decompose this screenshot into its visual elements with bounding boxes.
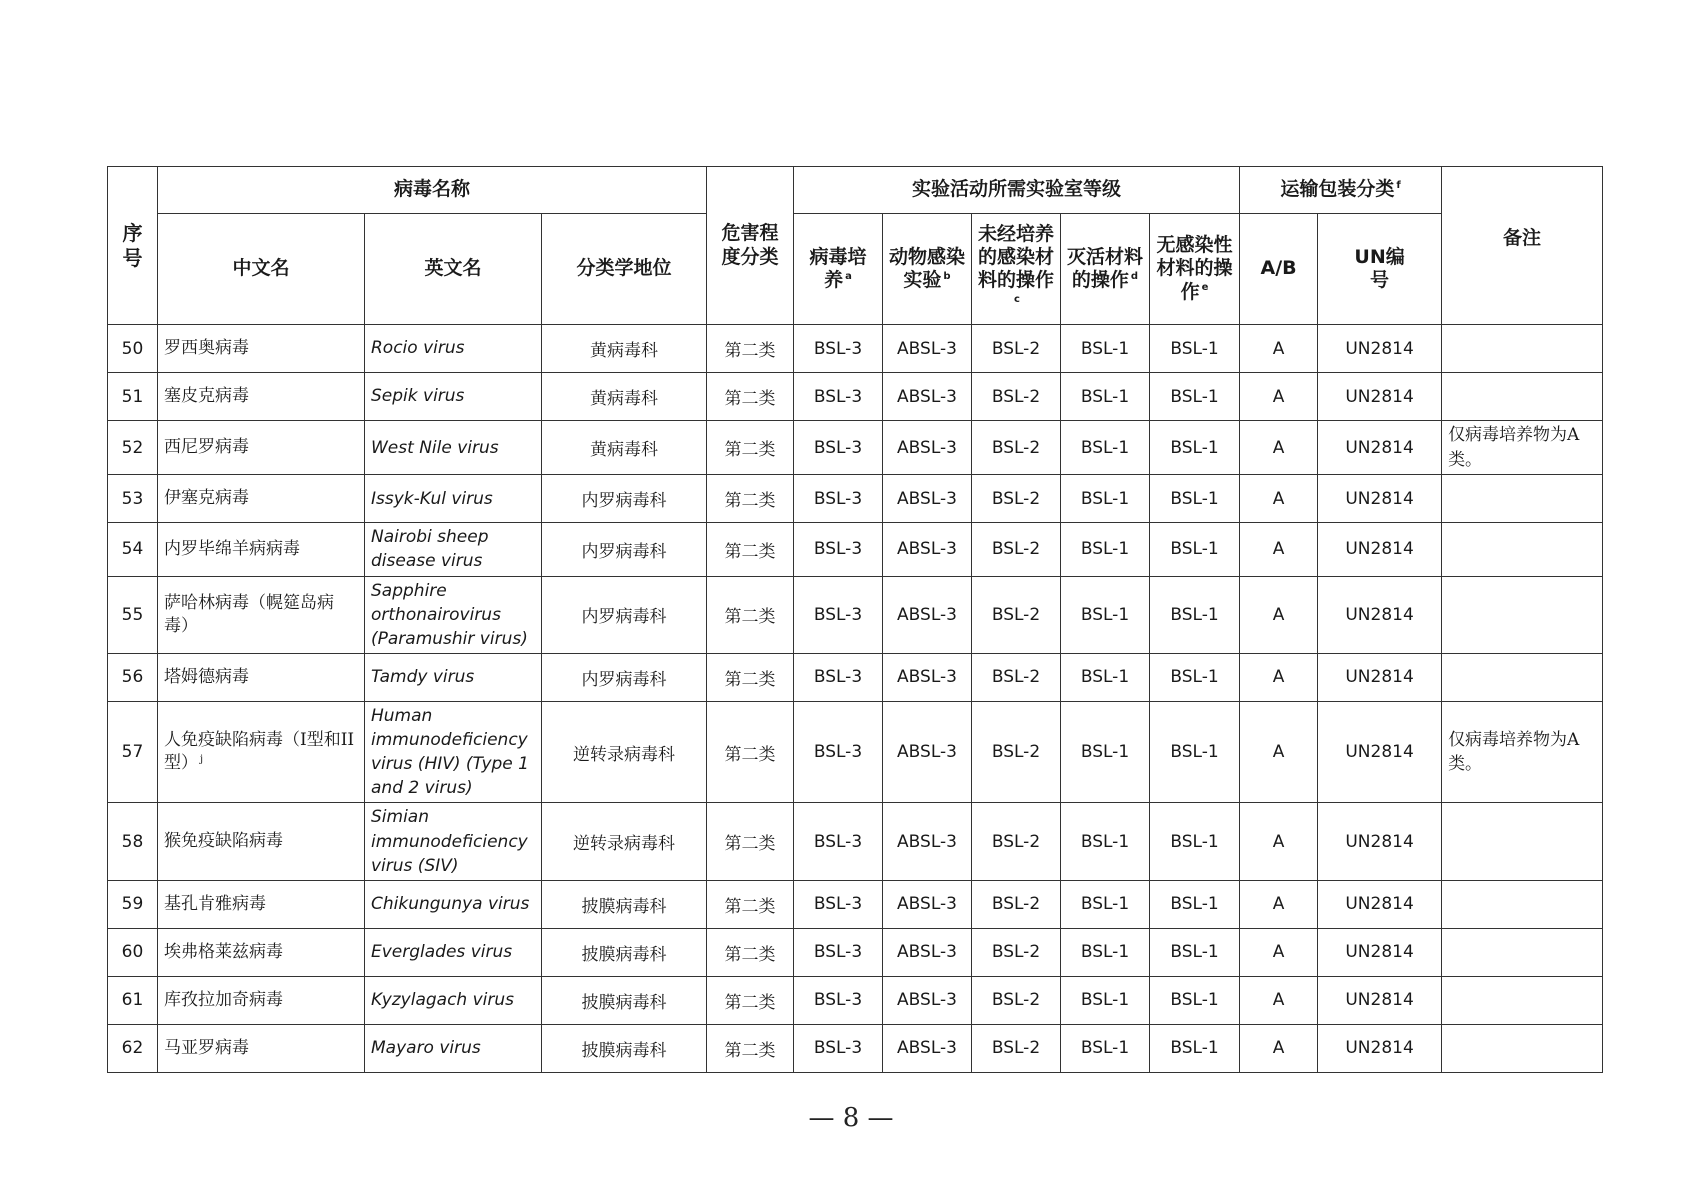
chinese-name-text: 内罗毕绵羊病病毒 <box>164 538 300 559</box>
header-inactivated-label: 灭活材料的操作 <box>1067 245 1144 291</box>
chinese-name-text: 马亚罗病毒 <box>164 1037 249 1058</box>
table-row <box>108 803 1603 880</box>
cell-chinese-name <box>158 653 365 701</box>
header-lab-level: 实验活动所需实验室等级 <box>794 167 1240 214</box>
cell-chinese-name <box>158 325 365 373</box>
cell-animal: ABSL-3 <box>883 373 972 421</box>
cell-inactivated: BSL-1 <box>1061 976 1150 1024</box>
cell-english-name: Sepik virus <box>365 373 542 421</box>
cell-taxonomy: 逆转录病毒科 <box>542 701 707 803</box>
cell-noninfectious: BSL-1 <box>1150 976 1240 1024</box>
cell-noninfectious: BSL-1 <box>1150 803 1240 880</box>
header-chinese-name: 中文名 <box>158 214 365 325</box>
chinese-name-text: 萨哈林病毒（幌筵岛病毒） <box>164 592 334 636</box>
cell-hazard: 第二类 <box>707 576 794 653</box>
table-row <box>108 653 1603 701</box>
cell-taxonomy: 内罗病毒科 <box>542 576 707 653</box>
cell-english-name: Simian immunodeficiency virus (SIV) <box>365 803 542 880</box>
cell-taxonomy: 披膜病毒科 <box>542 976 707 1024</box>
cell-inactivated: BSL-1 <box>1061 880 1150 928</box>
cell-hazard: 第二类 <box>707 475 794 523</box>
cell-hazard: 第二类 <box>707 803 794 880</box>
cell-english-name: Everglades virus <box>365 928 542 976</box>
cell-uncultured: BSL-2 <box>972 653 1061 701</box>
cell-english-name: West Nile virus <box>365 421 542 475</box>
chinese-name-text: 伊塞克病毒 <box>164 488 249 509</box>
cell-un: UN2814 <box>1318 325 1442 373</box>
table-row <box>108 421 1603 475</box>
cell-english-name: Rocio virus <box>365 325 542 373</box>
cell-noninfectious: BSL-1 <box>1150 421 1240 475</box>
header-animal-label: 动物感染实验 <box>889 245 966 291</box>
header-animal <box>883 214 972 325</box>
cell-inactivated: BSL-1 <box>1061 1024 1150 1072</box>
header-uncultured <box>972 214 1061 325</box>
header-culture-sup: a <box>845 270 852 282</box>
cell-animal: ABSL-3 <box>883 701 972 803</box>
header-un: UN编号 <box>1318 214 1442 325</box>
cell-chinese-name <box>158 880 365 928</box>
cell-un: UN2814 <box>1318 928 1442 976</box>
header-animal-sup: b <box>943 270 951 282</box>
cell-chinese-name <box>158 1024 365 1072</box>
cell-taxonomy: 披膜病毒科 <box>542 1024 707 1072</box>
cell-culture: BSL-3 <box>794 803 883 880</box>
cell-uncultured: BSL-2 <box>972 576 1061 653</box>
cell-animal: ABSL-3 <box>883 1024 972 1072</box>
cell-english-name: Chikungunya virus <box>365 880 542 928</box>
cell-ab: A <box>1240 880 1318 928</box>
cell-seq: 57 <box>108 701 158 803</box>
cell-uncultured: BSL-2 <box>972 976 1061 1024</box>
table-row <box>108 1024 1603 1072</box>
cell-hazard: 第二类 <box>707 421 794 475</box>
cell-hazard: 第二类 <box>707 976 794 1024</box>
cell-ab: A <box>1240 928 1318 976</box>
cell-notes <box>1442 373 1603 421</box>
cell-english-name: Tamdy virus <box>365 653 542 701</box>
cell-uncultured: BSL-2 <box>972 928 1061 976</box>
cell-noninfectious: BSL-1 <box>1150 701 1240 803</box>
header-uncultured-label: 未经培养的感染材料的操作 <box>978 222 1055 291</box>
header-hazard: 危害程度分类 <box>707 167 794 325</box>
cell-animal: ABSL-3 <box>883 576 972 653</box>
table-row <box>108 576 1603 653</box>
cell-culture: BSL-3 <box>794 976 883 1024</box>
header-culture <box>794 214 883 325</box>
cell-ab: A <box>1240 475 1318 523</box>
cell-taxonomy: 披膜病毒科 <box>542 928 707 976</box>
cell-inactivated: BSL-1 <box>1061 373 1150 421</box>
cell-taxonomy: 内罗病毒科 <box>542 523 707 576</box>
cell-un: UN2814 <box>1318 880 1442 928</box>
cell-uncultured: BSL-2 <box>972 373 1061 421</box>
header-inactivated-sup: d <box>1130 270 1139 282</box>
cell-uncultured: BSL-2 <box>972 880 1061 928</box>
cell-notes <box>1442 928 1603 976</box>
cell-seq: 58 <box>108 803 158 880</box>
cell-inactivated: BSL-1 <box>1061 325 1150 373</box>
cell-noninfectious: BSL-1 <box>1150 576 1240 653</box>
header-ab: A/B <box>1240 214 1318 325</box>
cell-inactivated: BSL-1 <box>1061 928 1150 976</box>
cell-chinese-name <box>158 928 365 976</box>
table-row <box>108 976 1603 1024</box>
cell-culture: BSL-3 <box>794 576 883 653</box>
cell-seq: 51 <box>108 373 158 421</box>
chinese-name-text: 西尼罗病毒 <box>164 437 249 458</box>
cell-hazard: 第二类 <box>707 880 794 928</box>
cell-english-name: Sapphire orthonairovirus (Paramushir virus) <box>365 576 542 653</box>
header-transport <box>1240 167 1442 214</box>
cell-noninfectious: BSL-1 <box>1150 475 1240 523</box>
cell-animal: ABSL-3 <box>883 325 972 373</box>
cell-english-name: Human immunodeficiency virus (HIV) (Type 1 and 2 virus) <box>365 701 542 803</box>
cell-uncultured: BSL-2 <box>972 475 1061 523</box>
cell-inactivated: BSL-1 <box>1061 421 1150 475</box>
cell-seq: 55 <box>108 576 158 653</box>
page-number: — 8 — <box>808 1103 894 1133</box>
cell-chinese-name <box>158 976 365 1024</box>
header-inactivated <box>1061 214 1150 325</box>
cell-un: UN2814 <box>1318 803 1442 880</box>
cell-notes <box>1442 475 1603 523</box>
chinese-name-text: 基孔肯雅病毒 <box>164 893 266 914</box>
cell-chinese-name <box>158 421 365 475</box>
cell-notes: 仅病毒培养物为A类。 <box>1442 701 1603 803</box>
cell-culture: BSL-3 <box>794 325 883 373</box>
header-notes: 备注 <box>1442 167 1603 325</box>
cell-culture: BSL-3 <box>794 523 883 576</box>
cell-hazard: 第二类 <box>707 653 794 701</box>
cell-uncultured: BSL-2 <box>972 421 1061 475</box>
cell-ab: A <box>1240 325 1318 373</box>
cell-notes <box>1442 803 1603 880</box>
cell-animal: ABSL-3 <box>883 523 972 576</box>
cell-notes <box>1442 576 1603 653</box>
cell-un: UN2814 <box>1318 523 1442 576</box>
cell-english-name: Nairobi sheep disease virus <box>365 523 542 576</box>
cell-ab: A <box>1240 701 1318 803</box>
cell-inactivated: BSL-1 <box>1061 701 1150 803</box>
cell-culture: BSL-3 <box>794 928 883 976</box>
cell-chinese-name <box>158 475 365 523</box>
header-noninfectious-label: 无感染性材料的操作 <box>1156 234 1233 303</box>
table-row <box>108 325 1603 373</box>
cell-uncultured: BSL-2 <box>972 1024 1061 1072</box>
cell-notes: 仅病毒培养物为A类。 <box>1442 421 1603 475</box>
cell-noninfectious: BSL-1 <box>1150 1024 1240 1072</box>
cell-inactivated: BSL-1 <box>1061 803 1150 880</box>
cell-uncultured: BSL-2 <box>972 701 1061 803</box>
header-taxonomy: 分类学地位 <box>542 214 707 325</box>
cell-noninfectious: BSL-1 <box>1150 523 1240 576</box>
cell-english-name: Kyzylagach virus <box>365 976 542 1024</box>
cell-inactivated: BSL-1 <box>1061 523 1150 576</box>
cell-culture: BSL-3 <box>794 701 883 803</box>
cell-inactivated: BSL-1 <box>1061 475 1150 523</box>
cell-ab: A <box>1240 1024 1318 1072</box>
cell-culture: BSL-3 <box>794 880 883 928</box>
cell-notes <box>1442 523 1603 576</box>
cell-notes <box>1442 325 1603 373</box>
cell-inactivated: BSL-1 <box>1061 576 1150 653</box>
cell-ab: A <box>1240 576 1318 653</box>
cell-hazard: 第二类 <box>707 523 794 576</box>
cell-seq: 61 <box>108 976 158 1024</box>
cell-culture: BSL-3 <box>794 1024 883 1072</box>
cell-chinese-name <box>158 523 365 576</box>
cell-seq: 60 <box>108 928 158 976</box>
header-virus-name: 病毒名称 <box>158 167 707 214</box>
cell-chinese-name <box>158 803 365 880</box>
cell-hazard: 第二类 <box>707 325 794 373</box>
cell-ab: A <box>1240 653 1318 701</box>
cell-animal: ABSL-3 <box>883 475 972 523</box>
cell-taxonomy: 内罗病毒科 <box>542 653 707 701</box>
cell-hazard: 第二类 <box>707 701 794 803</box>
cell-ab: A <box>1240 373 1318 421</box>
table-row <box>108 928 1603 976</box>
cell-culture: BSL-3 <box>794 421 883 475</box>
cell-un: UN2814 <box>1318 421 1442 475</box>
table-row <box>108 880 1603 928</box>
cell-uncultured: BSL-2 <box>972 803 1061 880</box>
chinese-name-footnote: j <box>200 753 204 765</box>
cell-taxonomy: 黄病毒科 <box>542 373 707 421</box>
chinese-name-text: 罗西奥病毒 <box>164 338 249 359</box>
cell-un: UN2814 <box>1318 1024 1442 1072</box>
cell-notes <box>1442 976 1603 1024</box>
cell-un: UN2814 <box>1318 576 1442 653</box>
cell-noninfectious: BSL-1 <box>1150 325 1240 373</box>
cell-noninfectious: BSL-1 <box>1150 880 1240 928</box>
cell-animal: ABSL-3 <box>883 421 972 475</box>
cell-notes <box>1442 1024 1603 1072</box>
cell-uncultured: BSL-2 <box>972 523 1061 576</box>
cell-animal: ABSL-3 <box>883 653 972 701</box>
header-transport-sup: f <box>1396 180 1401 192</box>
cell-hazard: 第二类 <box>707 1024 794 1072</box>
cell-un: UN2814 <box>1318 475 1442 523</box>
cell-seq: 52 <box>108 421 158 475</box>
cell-ab: A <box>1240 803 1318 880</box>
cell-notes <box>1442 880 1603 928</box>
chinese-name-text: 塔姆德病毒 <box>164 666 249 687</box>
cell-chinese-name <box>158 576 365 653</box>
cell-un: UN2814 <box>1318 373 1442 421</box>
cell-seq: 59 <box>108 880 158 928</box>
cell-seq: 50 <box>108 325 158 373</box>
cell-english-name: Issyk-Kul virus <box>365 475 542 523</box>
cell-un: UN2814 <box>1318 701 1442 803</box>
chinese-name-text: 猴免疫缺陷病毒 <box>164 831 283 852</box>
cell-animal: ABSL-3 <box>883 803 972 880</box>
header-uncultured-sup: c <box>1014 293 1020 305</box>
cell-seq: 62 <box>108 1024 158 1072</box>
cell-animal: ABSL-3 <box>883 928 972 976</box>
header-transport-label: 运输包装分类 <box>1280 178 1395 201</box>
header-seq: 序号 <box>108 167 158 325</box>
cell-taxonomy: 披膜病毒科 <box>542 880 707 928</box>
cell-noninfectious: BSL-1 <box>1150 373 1240 421</box>
cell-inactivated: BSL-1 <box>1061 653 1150 701</box>
table-row <box>108 475 1603 523</box>
cell-noninfectious: BSL-1 <box>1150 653 1240 701</box>
cell-culture: BSL-3 <box>794 475 883 523</box>
cell-ab: A <box>1240 523 1318 576</box>
cell-un: UN2814 <box>1318 976 1442 1024</box>
cell-hazard: 第二类 <box>707 373 794 421</box>
header-noninfectious-sup: e <box>1201 282 1209 294</box>
table-row <box>108 373 1603 421</box>
cell-ab: A <box>1240 976 1318 1024</box>
cell-taxonomy: 黄病毒科 <box>542 421 707 475</box>
header-english-name: 英文名 <box>365 214 542 325</box>
table-row <box>108 701 1603 803</box>
cell-taxonomy: 内罗病毒科 <box>542 475 707 523</box>
cell-seq: 53 <box>108 475 158 523</box>
cell-seq: 56 <box>108 653 158 701</box>
cell-ab: A <box>1240 421 1318 475</box>
header-noninfectious <box>1150 214 1240 325</box>
table-body <box>108 325 1603 1073</box>
cell-uncultured: BSL-2 <box>972 325 1061 373</box>
cell-culture: BSL-3 <box>794 373 883 421</box>
cell-english-name: Mayaro virus <box>365 1024 542 1072</box>
cell-chinese-name <box>158 373 365 421</box>
cell-taxonomy: 黄病毒科 <box>542 325 707 373</box>
cell-culture: BSL-3 <box>794 653 883 701</box>
virus-classification-table <box>107 166 1603 1073</box>
chinese-name-text: 塞皮克病毒 <box>164 386 249 407</box>
cell-notes <box>1442 653 1603 701</box>
cell-hazard: 第二类 <box>707 928 794 976</box>
cell-noninfectious: BSL-1 <box>1150 928 1240 976</box>
cell-un: UN2814 <box>1318 653 1442 701</box>
cell-animal: ABSL-3 <box>883 880 972 928</box>
cell-seq: 54 <box>108 523 158 576</box>
cell-animal: ABSL-3 <box>883 976 972 1024</box>
chinese-name-text: 埃弗格莱兹病毒 <box>164 941 283 962</box>
chinese-name-text: 库孜拉加奇病毒 <box>164 989 283 1010</box>
cell-chinese-name <box>158 701 365 803</box>
cell-taxonomy: 逆转录病毒科 <box>542 803 707 880</box>
table-row <box>108 523 1603 576</box>
chinese-name-text: 人免疫缺陷病毒（I型和II型） <box>164 730 355 774</box>
header-culture-label: 病毒培养 <box>809 245 867 291</box>
